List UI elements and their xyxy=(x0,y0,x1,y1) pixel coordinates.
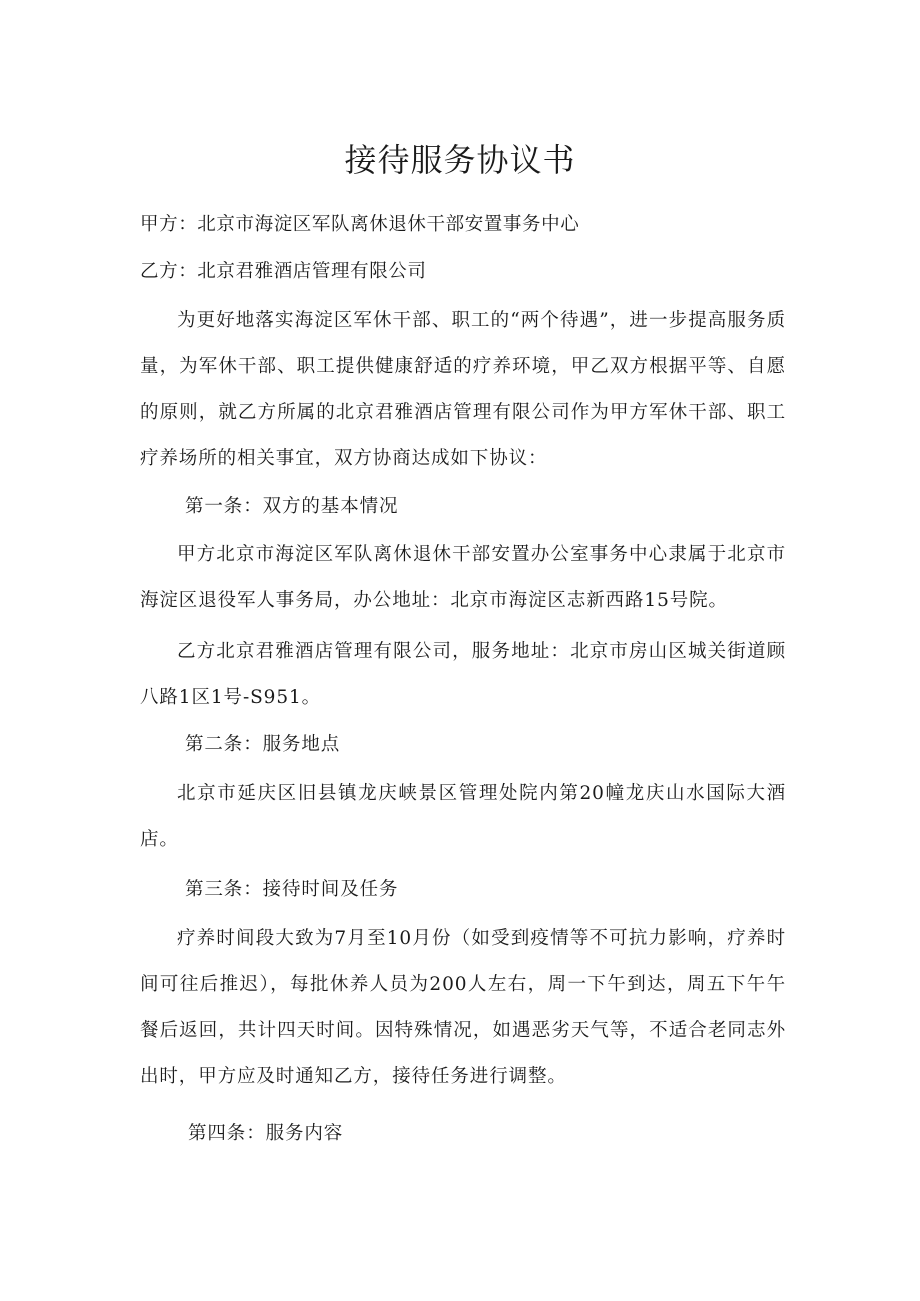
article-2-paragraph-1: 北京市延庆区旧县镇龙庆峡景区管理处院内第20幢龙庆山水国际大酒店。 xyxy=(140,783,786,850)
article-1-paragraph-1: 甲方北京市海淀区军队离休退休干部安置办公室事务中心隶属于北京市海淀区退役军人事务局，办公地址：北京市海淀区志新西路15号院。 xyxy=(140,544,786,611)
article-3-paragraph-1: 疗养时间段大致为7月至10月份（如受到疫情等不可抗力影响，疗养时间可往后推迟），每批休养人员为200人左右，周一下午到达，周五下午午餐后返回，共计四天时间。因特殊情况，如遇恶劣天气等，不适合老同志外出时，甲方应及时通知乙方，接待任务进行调整。 xyxy=(140,928,786,1087)
article-4-heading: 第四条：服务内容 xyxy=(188,1123,344,1144)
party-b-line: 乙方：北京君雅酒店管理有限公司 xyxy=(140,261,427,282)
intro-paragraph: 为更好地落实海淀区军休干部、职工的“两个待遇”，进一步提高服务质量，为军休干部、职工提供健康舒适的疗养环境，甲乙双方根据平等、自愿的原则，就乙方所属的北京君雅酒店管理有限公司作为甲方军休干部、职工疗养场所的相关事宜，双方协商达成如下协议： xyxy=(140,310,786,469)
document-title: 接待服务协议书 xyxy=(344,141,576,179)
article-1-heading: 第一条：双方的基本情况 xyxy=(185,496,399,517)
article-3-heading: 第三条：接待时间及任务 xyxy=(185,879,399,900)
party-a-line: 甲方：北京市海淀区军队离休退休干部安置事务中心 xyxy=(140,214,580,235)
article-2-heading: 第二条：服务地点 xyxy=(185,734,341,755)
article-1-paragraph-2: 乙方北京君雅酒店管理有限公司，服务地址：北京市房山区城关街道顾八路1区1号-S951。 xyxy=(140,641,786,708)
